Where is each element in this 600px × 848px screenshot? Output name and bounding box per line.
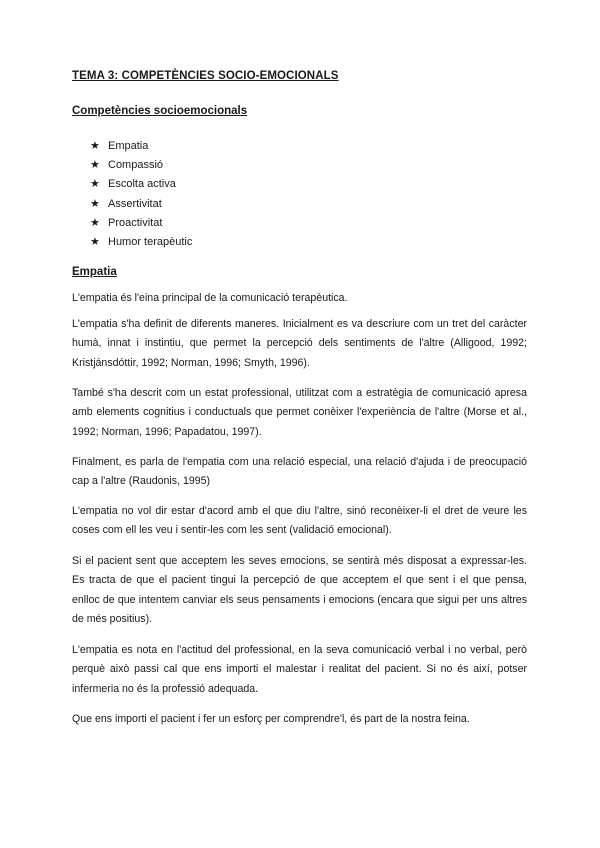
list-item-label: Humor terapèutic <box>108 235 193 248</box>
list-item-label: Assertivitat <box>108 197 162 210</box>
document-subtitle: Competències socioemocionals <box>72 105 248 117</box>
paragraph: L'empatia no vol dir estar d'acord amb el que diu l'altre, sinó reconèixer-li el dret de veure les coses com ell les veu i sentir-les com les sent (validació emocional). <box>72 505 527 537</box>
star-bullet-icon: ★ <box>90 197 100 210</box>
list-item <box>90 195 192 214</box>
list-item-label: Compassió <box>108 159 164 172</box>
list-item <box>90 137 192 156</box>
list-item <box>90 214 192 233</box>
star-bullet-icon: ★ <box>90 178 100 191</box>
paragraph: També s'ha descrit com un estat professional, utilitzat com a estratègia de comunicació apresa amb elements cognitius i conductuals que permet conèixer l'experiència de l'altre (Morse et al., 1992; Norman, 1996; Papadatou, 1997). <box>72 387 527 438</box>
list-item <box>90 156 192 175</box>
list-item-label: Proactivitat <box>108 216 163 229</box>
section-heading-empatia: Empatia <box>72 266 117 278</box>
competencies-list <box>90 137 192 252</box>
paragraph: Que ens importi el pacient i fer un esforç per comprendre'l, és part de la nostra feina. <box>72 713 470 725</box>
star-bullet-icon: ★ <box>90 216 100 229</box>
paragraph: Finalment, es parla de l'empatia com una relació especial, una relació d'ajuda i de preocupació cap a l'altre (Raudonis, 1995) <box>72 456 527 488</box>
list-item-label: Empatia <box>108 140 149 152</box>
paragraph: L'empatia és l'eina principal de la comunicació terapèutica. <box>72 292 348 304</box>
list-item-label: Escolta activa <box>108 178 176 191</box>
paragraph: Si el pacient sent que acceptem les seves emocions, se sentirà més disposat a expressar-les. Es tracta de que el pacient tingui la percepció de que acceptem el que sent i el que pensa, enlloc de que intentem canviar els seus pensaments i emocions (encara que sigui per uns altres de més positius). <box>72 555 527 625</box>
list-item <box>90 233 192 252</box>
paragraph: L'empatia s'ha definit de diferents maneres. Inicialment es va descriure com un tret del caràcter humà, innat i instintiu, que permet la percepció dels sentiments de l'altre (Alligood, 1992; Kristjánsdóttir, 1992; Norman, 1996; Smyth, 1996). <box>72 318 527 369</box>
star-bullet-icon: ★ <box>90 235 100 248</box>
document-title: TEMA 3: COMPETÈNCIES SOCIO-EMOCIONALS <box>72 70 339 82</box>
paragraph: L'empatia es nota en l'actitud del professional, en la seva comunicació verbal i no verbal, però perquè això passi cal que ens importi el malestar i realitat del pacient. Si no és així, potser infermeria no és la professió adequada. <box>72 644 527 695</box>
star-bullet-icon: ★ <box>90 140 100 152</box>
star-bullet-icon: ★ <box>90 159 100 172</box>
list-item <box>90 175 192 194</box>
